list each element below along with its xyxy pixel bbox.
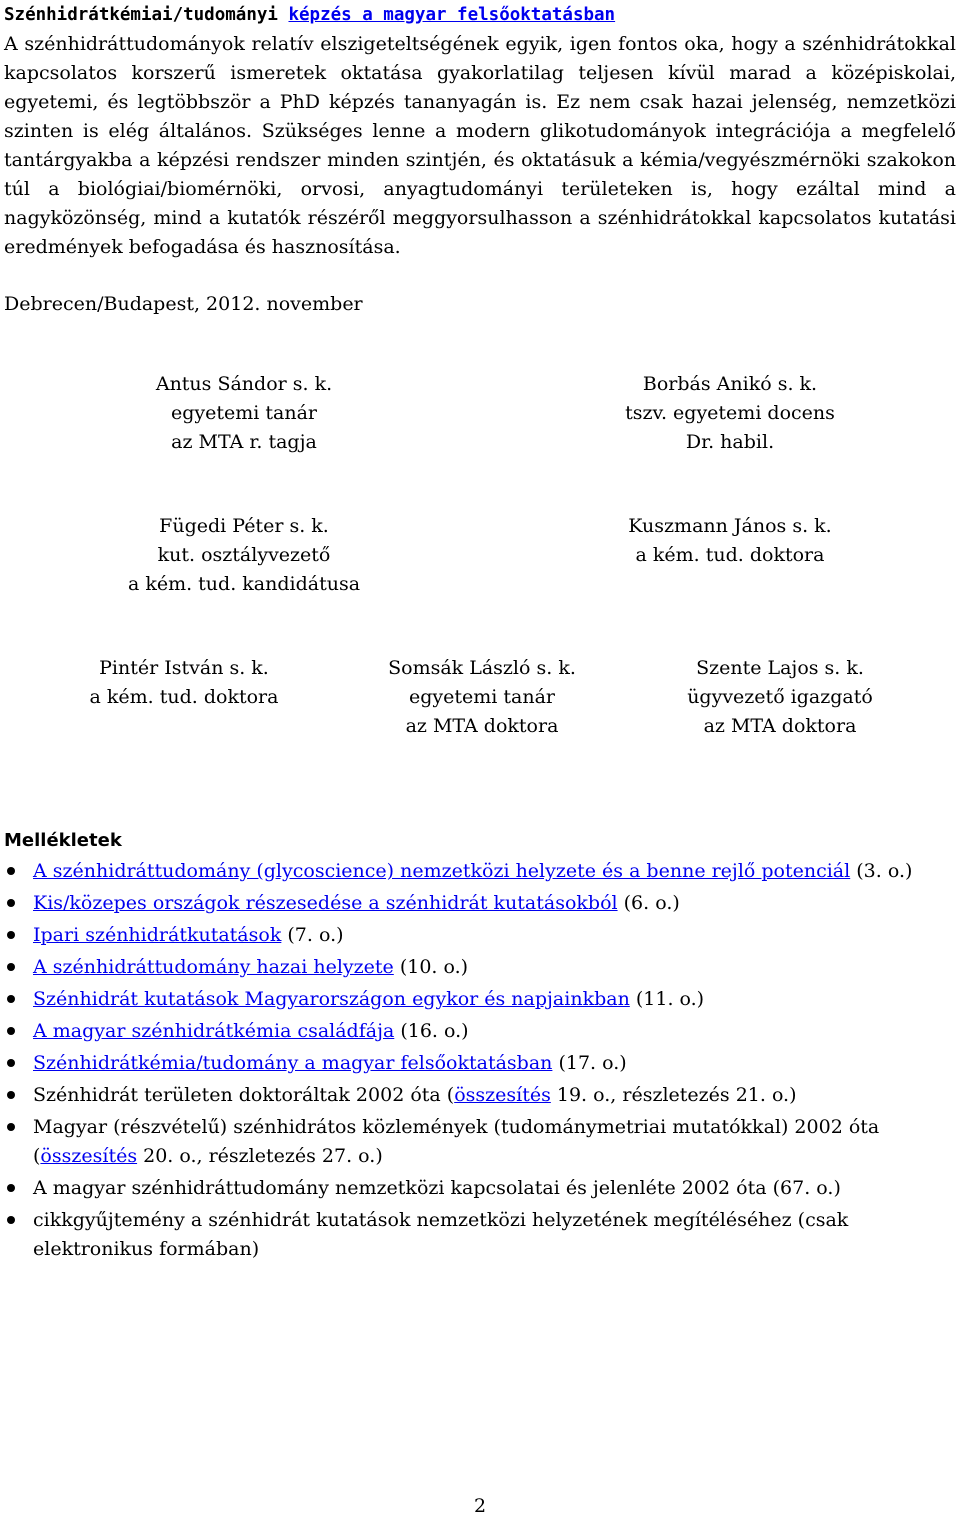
- list-item: [4, 1081, 952, 1110]
- attachment-link[interactable]: Ipari szénhidrátkutatások: [33, 924, 282, 946]
- page-ref: (11. o.): [629, 988, 705, 1010]
- signatory-name: Borbás Anikó s. k.: [642, 373, 818, 395]
- summary-link[interactable]: összesítés: [454, 1084, 551, 1106]
- attachment-link[interactable]: Szénhidrátkémia/tudomány a magyar felsőoktatásban: [33, 1052, 553, 1074]
- list-item: [4, 985, 952, 1014]
- list-item: [4, 857, 952, 886]
- list-item: [4, 889, 952, 918]
- item-text: A magyar szénhidráttudomány nemzetközi kapcsolatai és jelenléte 2002 óta (67. o.): [33, 1177, 841, 1199]
- signatory-title: ügyvezető igazgató: [687, 686, 873, 708]
- signatory-title: tszv. egyetemi docens: [625, 402, 835, 424]
- summary-link[interactable]: összesítés: [40, 1145, 138, 1167]
- signatory-title: egyetemi tanár: [408, 686, 555, 708]
- signatory-title: az MTA r. tagja: [171, 431, 317, 453]
- signatory-name: Antus Sándor s. k.: [155, 373, 333, 395]
- signatory-title: az MTA doktora: [405, 715, 559, 737]
- signatory-name: Szente Lajos s. k.: [696, 657, 864, 679]
- attachment-link[interactable]: Szénhidrát kutatások Magyarországon egykor és napjainkban: [33, 988, 630, 1010]
- page-ref: (6. o.): [617, 892, 680, 914]
- signatory-title: a kém. tud. doktora: [89, 686, 279, 708]
- list-item: [4, 1174, 952, 1203]
- list-item: [4, 921, 952, 950]
- signature-pinter: [44, 654, 324, 712]
- page-ref: (16. o.): [394, 1020, 469, 1042]
- signatory-name: Fügedi Péter s. k.: [159, 515, 329, 537]
- signatory-title: az MTA doktora: [703, 715, 857, 737]
- page-ref: (3. o.): [850, 860, 913, 882]
- page-ref: (7. o.): [281, 924, 344, 946]
- document-page: [4, 0, 956, 319]
- item-text: Szénhidrát területen doktoráltak 2002 óta (: [33, 1084, 455, 1106]
- page-ref: (17. o.): [552, 1052, 627, 1074]
- heading-link[interactable]: képzés a magyar felsőoktatásban: [288, 5, 616, 25]
- signature-borbas: [580, 370, 880, 457]
- signatory-title: a kém. tud. kandidátusa: [127, 573, 361, 595]
- signatory-name: Somsák László s. k.: [388, 657, 576, 679]
- signatory-title: egyetemi tanár: [170, 402, 317, 424]
- signatory-name: Pintér István s. k.: [99, 657, 269, 679]
- list-item: [4, 1206, 952, 1264]
- signature-kuszmann: [580, 512, 880, 570]
- item-text: cikkgyűjtemény a szénhidrát kutatások nemzetközi helyzetének megítéléséhez (csak elektronikus formában): [33, 1209, 849, 1260]
- signatory-title: Dr. habil.: [685, 431, 775, 453]
- signature-antus: [104, 370, 384, 457]
- page-ref: 19. o., részletezés 21. o.): [550, 1084, 797, 1106]
- attachment-link[interactable]: A szénhidráttudomány hazai helyzete: [33, 956, 394, 978]
- body-paragraph: A szénhidráttudományok relatív elszigeteltségének egyik, igen fontos oka, hogy a szénhidrátokkal kapcsolatos korszerű ismeretek oktatása gyakorlatilag teljesen kívül marad a középiskolai, egyetemi, és legtöbbször a PhD képzés tananyagán is. Ez nem csak hazai jelenség, nemzetközi szinten is elég általános. Szükséges lenne a modern glikotudományok integrációja a megfelelő tantárgyakba a képzési rendszer minden szintjén, és oktatásuk a kémia/vegyészmérnöki szakokon túl a biológiai/biomérnöki, orvosi, anyagtudományi területeken is, hogy ezáltal mind a nagyközönség, mind a kutatók részéről meggyorsulhasson a szénhidrátokkal kapcsolatos kutatási eredmények befogadása és hasznosítása.: [4, 33, 956, 258]
- signature-somsak: [342, 654, 622, 741]
- page-ref: 20. o., részletezés 27. o.): [137, 1145, 383, 1167]
- attachments-title: Mellékletek: [4, 830, 122, 851]
- section-heading: [4, 1, 956, 30]
- list-item: [4, 953, 952, 982]
- signature-fugedi: [104, 512, 384, 599]
- attachment-link[interactable]: Kis/közepes országok részesedése a szénhidrát kutatásokból: [33, 892, 618, 914]
- date-line: Debrecen/Budapest, 2012. november: [4, 293, 363, 315]
- list-item: [4, 1017, 952, 1046]
- signatory-name: Kuszmann János s. k.: [628, 515, 832, 537]
- signatory-title: a kém. tud. doktora: [635, 544, 825, 566]
- page-number: 2: [473, 1495, 487, 1517]
- page-ref: (10. o.): [393, 956, 469, 978]
- signatory-title: kut. osztályvezető: [157, 544, 331, 566]
- attachment-link[interactable]: A szénhidráttudomány (glycoscience) nemzetközi helyzete és a benne rejlő potenciál: [33, 860, 851, 882]
- list-item: [4, 1113, 952, 1171]
- signature-szente: [640, 654, 920, 741]
- attachments-list: [4, 857, 952, 1267]
- list-item: [4, 1049, 952, 1078]
- item-text: Magyar (részvételű) szénhidrátos közlemények (tudománymetriai mutatókkal) 2002 óta (: [33, 1116, 880, 1167]
- attachment-link[interactable]: A magyar szénhidrátkémia családfája: [33, 1020, 395, 1042]
- heading-prefix: Szénhidrátkémiai/tudományi: [4, 5, 289, 25]
